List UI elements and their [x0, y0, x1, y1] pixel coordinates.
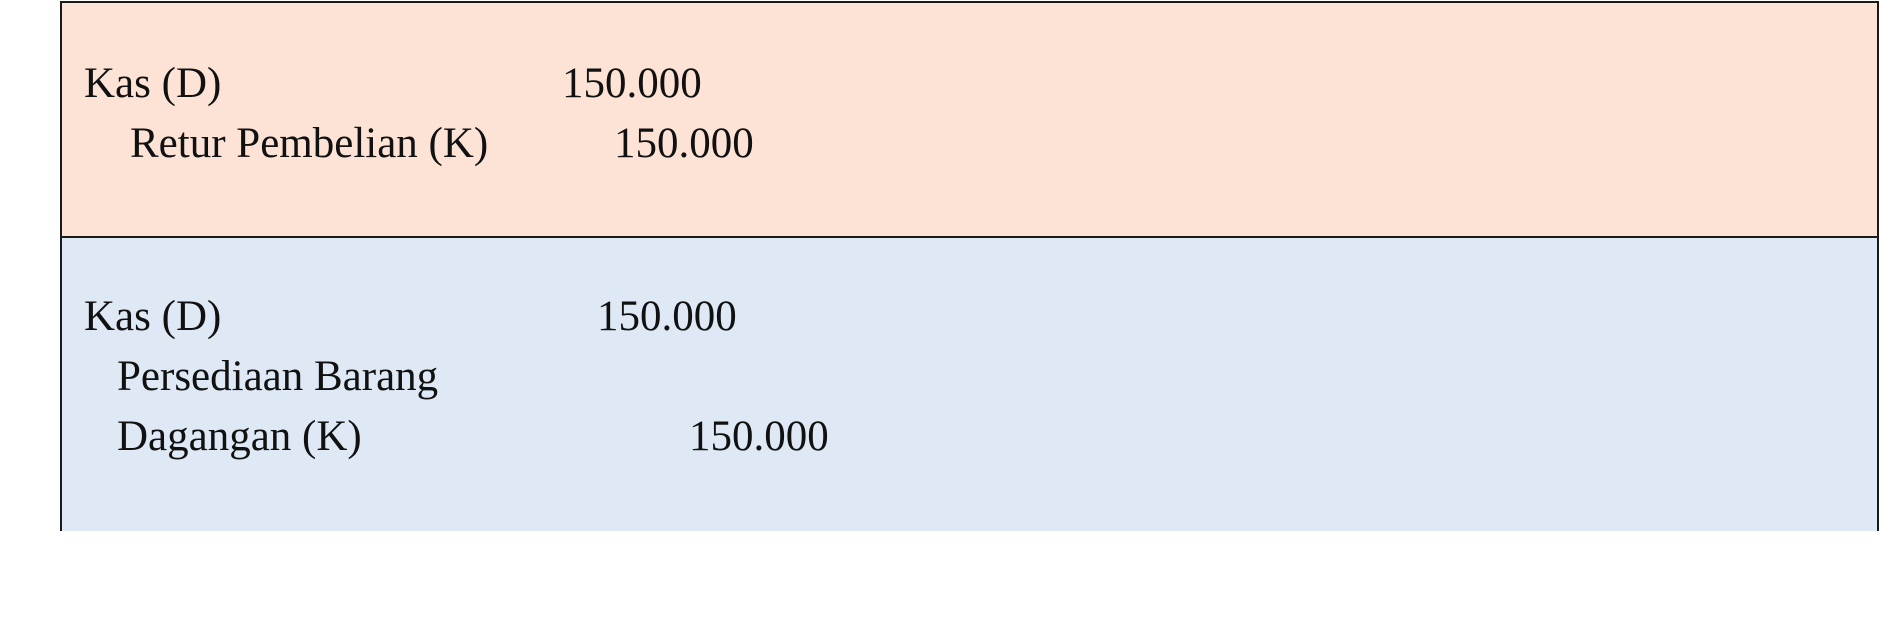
journal-table: [60, 1, 1879, 531]
credit-account-line-1: Persediaan Barang: [117, 353, 439, 400]
debit-account: Kas (D): [84, 293, 222, 340]
credit-account-line-2: Dagangan (K): [117, 413, 362, 460]
credit-amount: 150.000: [689, 413, 829, 460]
debit-account: Kas (D): [84, 60, 222, 107]
debit-amount: 150.000: [562, 60, 702, 107]
journal-entry-persediaan-barang: [62, 238, 1877, 531]
debit-amount: 150.000: [597, 293, 737, 340]
credit-account: Retur Pembelian (K): [130, 120, 489, 167]
journal-entry-retur-pembelian: [62, 3, 1877, 238]
credit-amount: 150.000: [614, 120, 754, 167]
